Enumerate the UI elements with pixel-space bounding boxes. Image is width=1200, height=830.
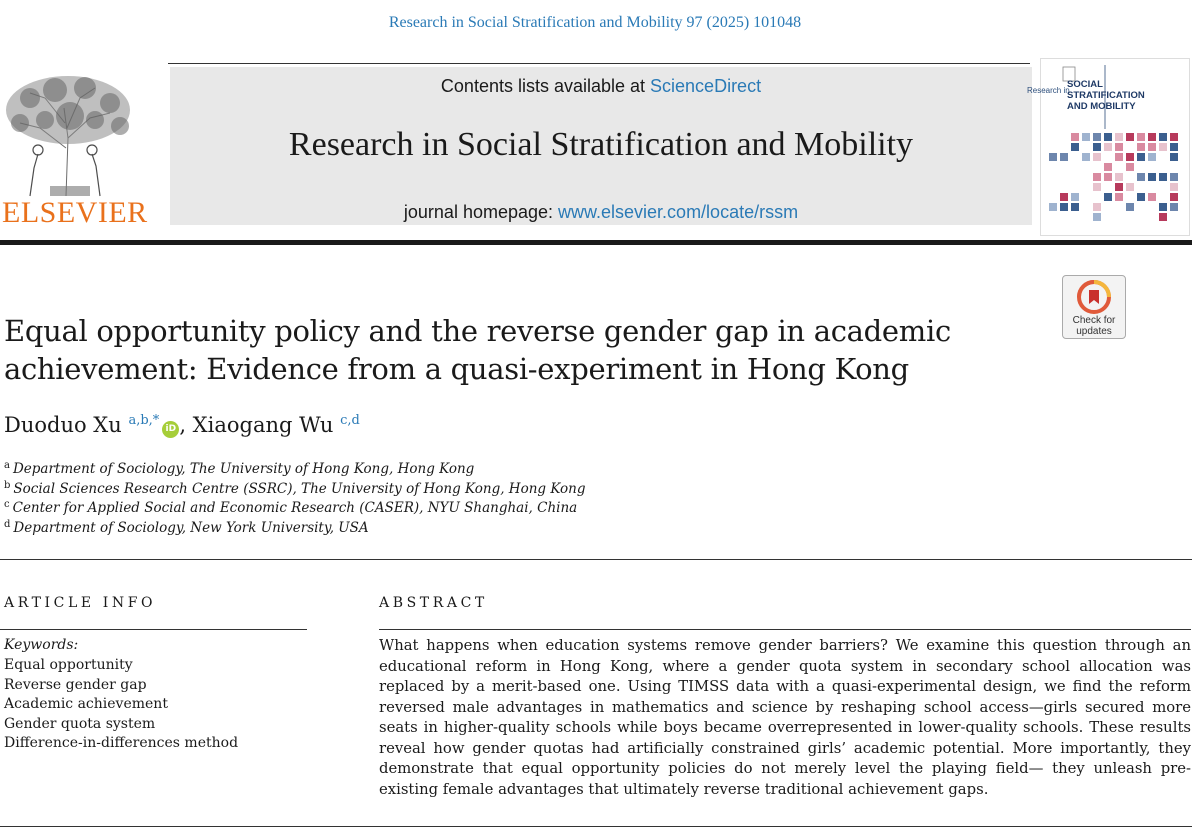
cover-mosaic-tile xyxy=(1071,193,1079,201)
affiliation-key: d xyxy=(4,519,11,530)
cover-title-1: SOCIAL xyxy=(1067,79,1103,90)
author-affiliation-sup[interactable]: a,b,* xyxy=(128,413,160,428)
affiliation-item xyxy=(4,519,369,536)
cover-mosaic-tile xyxy=(1093,133,1101,141)
keyword-item: Academic achievement xyxy=(4,696,168,712)
affiliation-item xyxy=(4,499,577,516)
section-top-rule xyxy=(0,559,1192,560)
check-updates-label xyxy=(1063,315,1125,337)
cover-mosaic-tile xyxy=(1148,133,1156,141)
cover-mosaic-tile xyxy=(1082,133,1090,141)
cover-mosaic-tile xyxy=(1093,203,1101,211)
keyword-item: Reverse gender gap xyxy=(4,677,147,693)
cover-mosaic-tile xyxy=(1170,153,1178,161)
cover-mosaic-tile xyxy=(1093,183,1101,191)
header-bottom-rule xyxy=(0,240,1192,245)
cover-mosaic-tile xyxy=(1159,213,1167,221)
cover-mosaic-tile xyxy=(1093,153,1101,161)
article-title-line1: Equal opportunity policy and the reverse gender gap in academic xyxy=(4,314,951,348)
cover-mosaic-tile xyxy=(1137,133,1145,141)
journal-citation[interactable]: Research in Social Stratification and Mobility 97 (2025) 101048 xyxy=(388,14,802,31)
article-info-rule xyxy=(0,629,307,630)
affiliation-key: b xyxy=(4,480,11,491)
homepage-prefix: journal homepage: xyxy=(403,202,559,222)
cover-mosaic-tile xyxy=(1137,153,1145,161)
cover-mosaic-tile xyxy=(1049,203,1057,211)
cover-mosaic-tile xyxy=(1060,153,1068,161)
cover-mosaic-tile xyxy=(1126,183,1134,191)
cover-mosaic-tile xyxy=(1170,193,1178,201)
abstract-rule xyxy=(379,629,1191,630)
affiliation-key: a xyxy=(4,460,10,471)
orcid-icon[interactable]: iD xyxy=(162,421,179,438)
cover-mosaic-tile xyxy=(1115,143,1123,151)
contents-prefix: Contents lists available at xyxy=(440,76,651,96)
author-name[interactable]: Xiaogang Wu xyxy=(192,413,334,437)
cover-mosaic-tile xyxy=(1071,203,1079,211)
cover-mosaic-tile xyxy=(1159,143,1167,151)
journal-title: Research in Social Stratification and Mobility xyxy=(288,126,914,163)
sciencedirect-link[interactable]: ScienceDirect xyxy=(650,76,762,96)
cover-mosaic-tile xyxy=(1104,173,1112,181)
cover-mosaic-tile xyxy=(1159,203,1167,211)
cover-mosaic-tile xyxy=(1126,153,1134,161)
check-updates-line2: updates xyxy=(1076,326,1112,337)
cover-mosaic-tile xyxy=(1159,133,1167,141)
affiliation-item xyxy=(4,480,586,497)
affiliation-key: c xyxy=(4,499,10,510)
cover-mosaic-tile xyxy=(1137,193,1145,201)
cover-mosaic-tile xyxy=(1104,163,1112,171)
cover-mosaic-tile xyxy=(1060,193,1068,201)
cover-mosaic-tile xyxy=(1170,203,1178,211)
check-updates-icon xyxy=(1074,279,1114,317)
cover-mosaic-tile xyxy=(1126,133,1134,141)
cover-mosaic-tile xyxy=(1170,173,1178,181)
cover-mosaic-tile xyxy=(1071,133,1079,141)
author-name[interactable]: Duoduo Xu xyxy=(4,413,122,437)
contents-line xyxy=(170,76,1032,97)
cover-mosaic-tile xyxy=(1170,133,1178,141)
cover-mosaic-tile xyxy=(1115,183,1123,191)
author-list: Duoduo Xu $^{a,b,*}$iD , Xiaogang Wu $^{c,d}$ xyxy=(4,413,360,437)
cover-mosaic-tile xyxy=(1115,133,1123,141)
cover-title-2: STRATIFICATION xyxy=(1067,90,1145,101)
cover-mosaic-tile xyxy=(1126,203,1134,211)
cover-title-3: AND MOBILITY xyxy=(1067,101,1136,112)
elsevier-tree-icon xyxy=(0,68,140,198)
cover-mosaic-tile xyxy=(1093,143,1101,151)
cover-mosaic-tile xyxy=(1115,153,1123,161)
header-top-rule xyxy=(168,63,1030,64)
article-title xyxy=(4,312,1044,388)
cover-mosaic-tile xyxy=(1082,153,1090,161)
affiliation-text: Center for Applied Social and Economic Research (CASER), NYU Shanghai, China xyxy=(12,500,578,516)
cover-mosaic-tile xyxy=(1093,173,1101,181)
cover-mosaic-tile xyxy=(1104,133,1112,141)
abstract-text: What happens when education systems remove gender barriers? We examine this question through an educational reform in Hong Kong, where a gender quota system in secondary school allocation was replaced by a merit-based one. Using TIMSS data with a quasi-experimental design, we find the reform reversed male advantages in mathematics and science by reshaping school access—girls secured more seats in higher-quality schools while boys became overrepresented in lower-quality schools. These results reveal how gender quotas had artificially constrained girls’ academic potential. More importantly, they demonstrate that equal opportunity policies do not merely level the playing field— they unleash pre-existing female advantages that ultimately reverse traditional achievement gaps. xyxy=(379,637,1191,798)
cover-mosaic-tile xyxy=(1115,173,1123,181)
cover-mosaic-tile xyxy=(1071,143,1079,151)
check-updates-line1: Check for xyxy=(1072,315,1116,326)
homepage-line xyxy=(170,202,1032,223)
affiliation-text: Social Sciences Research Centre (SSRC), The University of Hong Kong, Hong Kong xyxy=(13,481,586,497)
cover-mosaic-tile xyxy=(1148,153,1156,161)
cover-mosaic-tile xyxy=(1049,153,1057,161)
cover-mosaic-tile xyxy=(1093,213,1101,221)
author-affiliation-sup[interactable]: c,d xyxy=(340,413,360,428)
abstract-heading: ABSTRACT xyxy=(379,595,488,611)
cover-mosaic-tile xyxy=(1126,163,1134,171)
elsevier-wordmark: ELSEVIER xyxy=(2,196,148,229)
cover-mosaic-tile xyxy=(1170,143,1178,151)
cover-mosaic-tile xyxy=(1104,193,1112,201)
check-for-updates-button[interactable] xyxy=(1062,275,1126,339)
cover-mosaic-tile xyxy=(1137,143,1145,151)
affiliation-text: Department of Sociology, The University of Hong Kong, Hong Kong xyxy=(12,461,475,477)
keyword-item: Equal opportunity xyxy=(4,657,133,673)
cover-mosaic-tile xyxy=(1159,173,1167,181)
cover-mosaic-tile xyxy=(1148,193,1156,201)
cover-research-in: Research in xyxy=(1027,86,1070,95)
homepage-link[interactable]: www.elsevier.com/locate/rssm xyxy=(558,202,799,222)
section-bottom-rule xyxy=(0,826,1192,827)
cover-mosaic-tile xyxy=(1148,143,1156,151)
cover-mosaic-tile xyxy=(1104,143,1112,151)
cover-mosaic-tile xyxy=(1060,203,1068,211)
keyword-item: Difference-in-differences method xyxy=(4,735,239,751)
affiliation-item xyxy=(4,460,474,477)
cover-mosaic-tile xyxy=(1115,193,1123,201)
article-title-line2: achievement: Evidence from a quasi-experiment in Hong Kong xyxy=(4,352,909,386)
cover-mosaic-tile xyxy=(1137,173,1145,181)
article-info-heading: ARTICLE INFO xyxy=(4,595,157,611)
affiliation-text: Department of Sociology, New York University, USA xyxy=(13,520,369,536)
keywords-label: Keywords: xyxy=(4,637,79,653)
keyword-item: Gender quota system xyxy=(4,716,156,732)
cover-mosaic-tile xyxy=(1148,173,1156,181)
journal-cover[interactable] xyxy=(1040,58,1190,236)
cover-mosaic-tile xyxy=(1170,183,1178,191)
